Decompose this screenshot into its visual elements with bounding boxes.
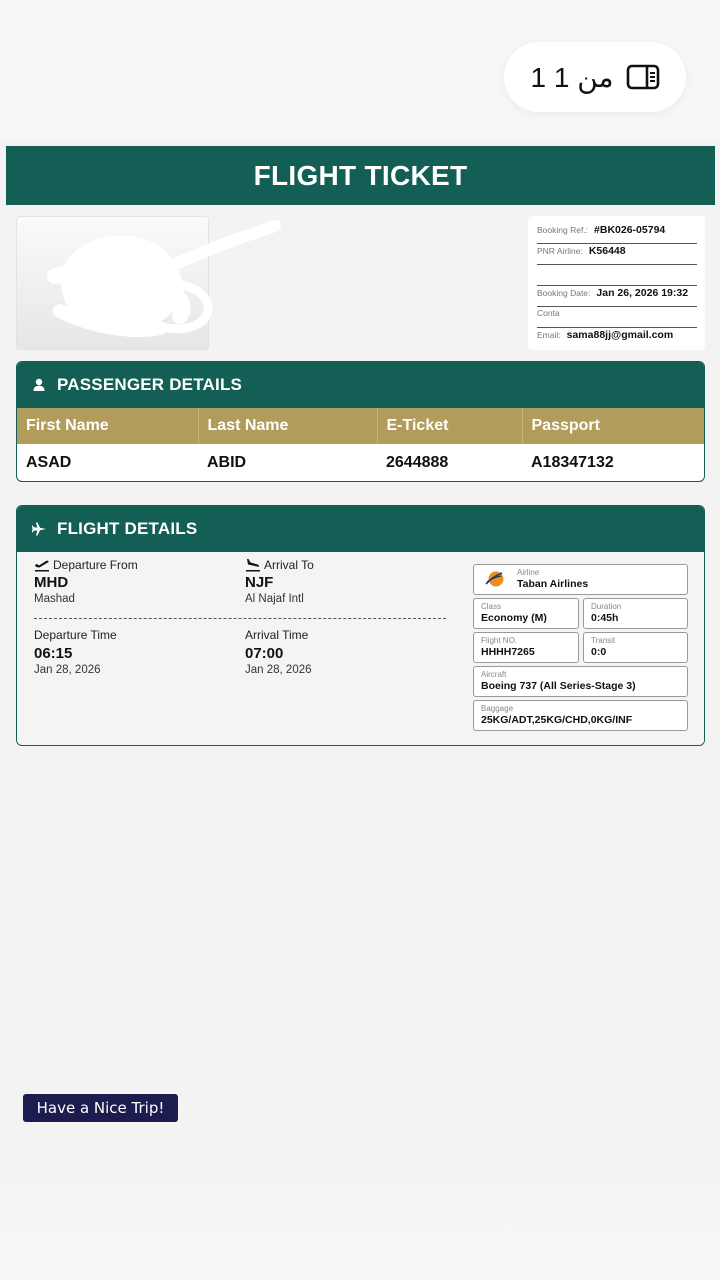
last-name-cell: ABID bbox=[207, 453, 247, 471]
email-label: Email: bbox=[537, 330, 561, 340]
passenger-details-section bbox=[16, 361, 705, 482]
passenger-details-header bbox=[17, 362, 704, 408]
flight-details-header bbox=[17, 506, 704, 552]
flight-details-section bbox=[16, 505, 705, 746]
class-value: Economy (M) bbox=[481, 612, 547, 624]
departure-time-block bbox=[34, 628, 117, 676]
flight-number-card bbox=[473, 632, 579, 663]
booking-date-label: Booking Date: bbox=[537, 288, 591, 298]
booking-ref-value: #BK026-05794 bbox=[594, 224, 666, 236]
contact-row bbox=[537, 308, 697, 328]
departure-time: 06:15 bbox=[34, 645, 73, 662]
duration-label: Duration bbox=[591, 602, 622, 611]
airline-logo-icon bbox=[484, 570, 506, 588]
departure-date: Jan 28, 2026 bbox=[34, 664, 101, 676]
passenger-table bbox=[17, 408, 704, 481]
departure-time-label: Departure Time bbox=[34, 628, 117, 642]
pnr-row bbox=[537, 245, 697, 265]
duration-card bbox=[583, 598, 688, 629]
page-layout-icon bbox=[626, 64, 660, 90]
airline-card bbox=[473, 564, 688, 595]
flight-number-label: Flight NO. bbox=[481, 636, 518, 645]
email-value: sama88jj@gmail.com bbox=[566, 329, 674, 341]
baggage-card bbox=[473, 700, 688, 731]
user-icon bbox=[31, 377, 47, 393]
email-row bbox=[537, 329, 697, 349]
e-ticket-cell: 2644888 bbox=[386, 453, 449, 471]
booking-info-box bbox=[528, 216, 705, 350]
airline-value: Taban Airlines bbox=[517, 578, 589, 590]
column-header: First Name bbox=[17, 408, 198, 444]
takeoff-icon bbox=[34, 558, 50, 572]
departure-block bbox=[34, 558, 138, 605]
viewer-background bbox=[0, 1152, 720, 1280]
baggage-label: Baggage bbox=[481, 704, 514, 713]
pnr-label: PNR Airline: bbox=[537, 246, 583, 256]
first-name-cell: ASAD bbox=[26, 453, 72, 471]
arrival-city: Al Najaf Intl bbox=[245, 593, 304, 605]
class-label: Class bbox=[481, 602, 502, 611]
passenger-table-header bbox=[17, 408, 704, 444]
aircraft-card bbox=[473, 666, 688, 697]
page-indicator-pill[interactable] bbox=[504, 42, 686, 112]
arrival-code: NJF bbox=[245, 574, 274, 591]
booking-date-value: Jan 26, 2026 19:32 bbox=[596, 287, 689, 299]
arrival-time-label: Arrival Time bbox=[245, 628, 309, 642]
flight-details-body bbox=[17, 552, 704, 745]
duration-value: 0:45h bbox=[591, 612, 619, 624]
passenger-details-title: PASSENGER DETAILS bbox=[57, 375, 243, 394]
page-indicator-text: 1 من 1 bbox=[530, 61, 614, 93]
flight-number-value: HHHH7265 bbox=[481, 646, 535, 658]
arrival-block bbox=[245, 558, 314, 605]
booking-date-row bbox=[537, 287, 697, 307]
redacted-row bbox=[537, 266, 697, 286]
table-row bbox=[17, 444, 704, 481]
pnr-value: K56448 bbox=[588, 245, 626, 257]
arrival-time-block bbox=[245, 628, 312, 676]
passport-cell: A18347132 bbox=[531, 453, 614, 471]
contact-label: Conta bbox=[537, 308, 560, 318]
airline-label: Airline bbox=[517, 568, 540, 577]
aircraft-label: Aircraft bbox=[481, 670, 507, 679]
flight-details-title: FLIGHT DETAILS bbox=[57, 519, 198, 538]
column-header: E-Ticket bbox=[377, 408, 522, 444]
departure-city: Mashad bbox=[34, 593, 75, 605]
arrival-date: Jan 28, 2026 bbox=[245, 664, 312, 676]
transit-card bbox=[583, 632, 688, 663]
ticket-title: FLIGHT TICKET bbox=[6, 146, 715, 205]
column-header: Last Name bbox=[198, 408, 377, 444]
booking-ref-row bbox=[537, 224, 697, 244]
column-header: Passport bbox=[522, 408, 704, 444]
transit-value: 0:0 bbox=[591, 646, 607, 658]
landing-icon bbox=[245, 558, 261, 572]
class-card bbox=[473, 598, 579, 629]
divider bbox=[34, 618, 446, 619]
passenger-photo bbox=[16, 216, 209, 350]
departure-label: Departure From bbox=[53, 558, 138, 572]
nice-trip-badge: Have a Nice Trip! bbox=[23, 1094, 178, 1122]
booking-ref-label: Booking Ref.: bbox=[537, 225, 589, 235]
flight-ticket-document bbox=[0, 140, 720, 1152]
departure-code: MHD bbox=[34, 574, 69, 591]
baggage-value: 25KG/ADT,25KG/CHD,0KG/INF bbox=[481, 714, 633, 726]
arrival-label: Arrival To bbox=[264, 558, 314, 572]
transit-label: Transit bbox=[591, 636, 616, 645]
plane-icon bbox=[31, 521, 47, 537]
aircraft-value: Boeing 737 (All Series-Stage 3) bbox=[481, 680, 636, 692]
arrival-time: 07:00 bbox=[245, 645, 284, 662]
